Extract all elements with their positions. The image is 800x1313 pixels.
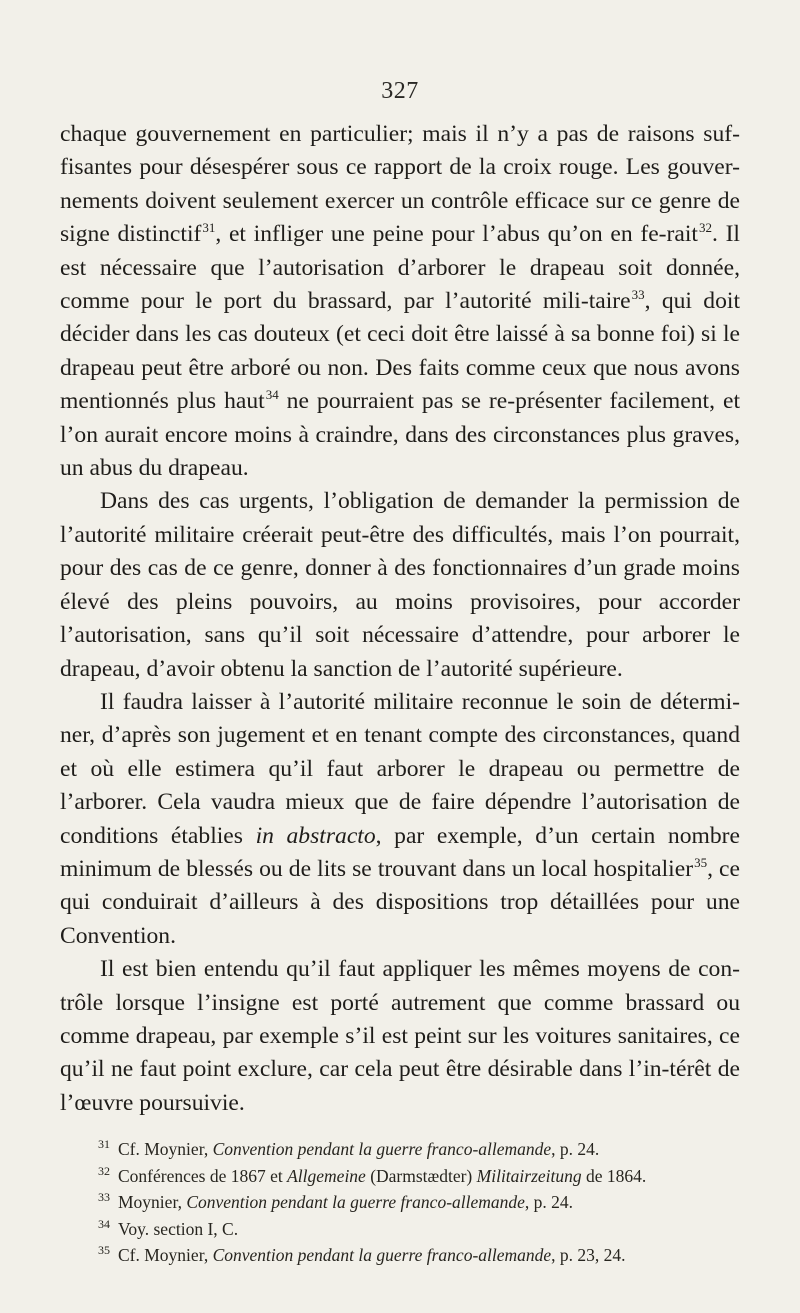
- footnote-title: Convention pendant la guerre franco-allemande: [186, 1192, 525, 1212]
- footnote-34: [98, 1216, 748, 1243]
- paragraph-3: [60, 686, 740, 953]
- footnote-text: Cf. Moynier,: [118, 1245, 213, 1265]
- footnote-text: Cf. Moynier,: [118, 1139, 213, 1159]
- footnote-ref-31: 31: [202, 220, 216, 236]
- footnote-number: 33: [98, 1190, 110, 1204]
- footnote-text: , p. 24.: [524, 1192, 574, 1212]
- footnote-text: , p. 23, 24.: [551, 1245, 626, 1265]
- footnote-number: 35: [98, 1243, 110, 1257]
- footnote-number: 32: [98, 1163, 110, 1178]
- body-text: [60, 118, 740, 1120]
- footnote-32: [98, 1163, 748, 1190]
- footnote-number: 31: [98, 1137, 110, 1151]
- page-number: 327: [381, 78, 419, 104]
- footnote-ref-34: 34: [265, 387, 279, 403]
- footnote-number: 34: [98, 1216, 110, 1231]
- footnote-ref-33: 33: [631, 287, 645, 303]
- text-segment: ne pourraient pas se re-présenter facilement, et l’on aurait encore moins à craindre, dans des circonstances plus graves, un abus du drapeau.: [60, 388, 740, 482]
- footnote-31: [98, 1136, 748, 1163]
- text-segment: , et infliger une peine pour l’abus qu’on en fe-rait: [215, 221, 698, 248]
- text-segment: chaque gouvernement en particulier; mais il n’y a pas de raisons suf-fisantes pour désespérer sous ce rapport de la croix rouge. Les gouver-nements doivent seulement exercer un contrôle efficace sur ce genre de signe distinctif: [60, 121, 740, 248]
- footnote-text: de 1864.: [581, 1165, 647, 1186]
- text-segment: . Il est nécessaire que l’autorisation d’arborer le drapeau soit donnée, comme pour le port du brassard, par l’autorité mili-taire: [60, 221, 740, 315]
- paragraph-2: Dans des cas urgents, l’obligation de demander la permission de l’autorité militaire créerait peut-être des difficultés, mais l’on pourrait, pour des cas de ce genre, donner à des fonctionnaires d’un grade moins élevé des pleins pouvoirs, au moins provisoires, pour accorder l’autorisation, sans qu’il soit nécessaire d’attendre, pour arborer le drapeau, d’avoir obtenu la sanction de l’autorité supérieure.: [60, 488, 740, 682]
- paragraph-1: [60, 118, 740, 485]
- footnote-35: [98, 1242, 748, 1269]
- footnote-title: Militairzeitung: [476, 1165, 582, 1186]
- text-segment: , par exemple, d’un certain nombre minimum de blessés ou de lits se trouvant dans un local hospitalier: [60, 822, 740, 882]
- footnote-title: Convention pendant la guerre franco-allemande: [212, 1139, 552, 1159]
- footnote-title: Convention pendant la guerre franco-allemande: [212, 1245, 552, 1265]
- footnote-ref-35: 35: [694, 854, 708, 870]
- footnote-33: [98, 1189, 748, 1216]
- text-segment: Il faudra laisser à l’autorité militaire reconnue le soin de détermi-ner, d’après son jugement et en tenant compte des circonstances, quand et où elle estimera qu’il faut arborer le drapeau ou permettre de l’arborer. Cela vaudra mieux que de faire dépendre l’autorisation de conditions établies: [60, 688, 740, 849]
- paragraph-4: Il est bien entendu qu’il faut appliquer les mêmes moyens de con-trôle lorsque l’insigne est porté autrement que comme brassard ou comme drapeau, par exemple s’il est peint sur les voitures sanitaires, ce qu’il ne faut point exclure, car cela peut être désirable dans l’in-térêt de l’œuvre poursuivie.: [60, 956, 740, 1116]
- footnote-text: Voy. section I, C.: [118, 1218, 239, 1239]
- latin-phrase: in abstracto: [255, 822, 376, 849]
- footnote-text: (Darmstædter): [365, 1165, 477, 1186]
- footnote-text: Moynier,: [118, 1192, 187, 1212]
- footnote-text: , p. 24.: [551, 1139, 600, 1159]
- footnote-text: Conférences de 1867 et: [118, 1165, 288, 1186]
- footnotes: [98, 1136, 748, 1269]
- text-segment: , qui doit décider dans les cas douteux (et ceci doit être laissé à sa bonne foi) si le drapeau peut être arboré ou non. Des faits comme ceux que nous avons mentionnés plus haut: [60, 288, 740, 415]
- footnote-ref-32: 32: [698, 220, 712, 236]
- text-segment: , ce qui conduirait d’ailleurs à des dispositions trop détaillées pour une Convention.: [60, 855, 741, 949]
- footnote-title: Allgemeine: [287, 1165, 366, 1186]
